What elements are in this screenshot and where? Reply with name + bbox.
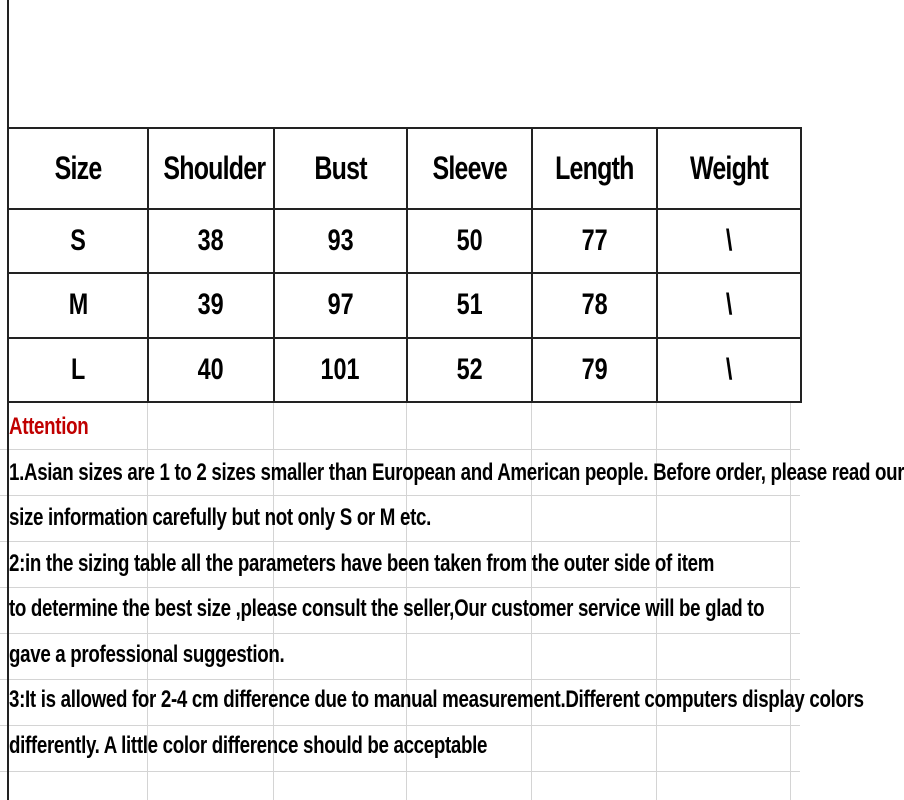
cell-size: M: [8, 273, 148, 337]
cell-shoulder: 40: [148, 338, 274, 402]
cell-shoulder: 39: [148, 273, 274, 337]
header-size: Size: [8, 128, 148, 209]
header-bust: Bust: [274, 128, 407, 209]
note-line: differently. A little color difference should be acceptable: [9, 731, 488, 759]
cell-weight: \: [657, 273, 801, 337]
note-line: 2:in the sizing table all the parameters have been taken from the outer side of item: [9, 549, 715, 577]
note-line: size information carefully but not only S or M etc.: [9, 504, 431, 531]
cell-sleeve: 50: [407, 209, 532, 273]
table-header-row: [8, 128, 801, 209]
note-line: 1.Asian sizes are 1 to 2 sizes smaller than European and American people. Before order, please read our: [9, 458, 904, 486]
cell-length: 77: [532, 209, 657, 273]
cell-bust: 93: [274, 209, 407, 273]
cell-bust: 101: [274, 338, 407, 402]
cell-weight: \: [657, 338, 801, 402]
cell-shoulder: 38: [148, 209, 274, 273]
table-row: [8, 273, 801, 337]
note-line: 3:It is allowed for 2-4 cm difference due to manual measurement.Different computers display colors: [9, 686, 864, 713]
header-length: Length: [532, 128, 657, 209]
header-shoulder: Shoulder: [148, 128, 274, 209]
header-weight: Weight: [657, 128, 801, 209]
cell-size: S: [8, 209, 148, 273]
cell-length: 78: [532, 273, 657, 337]
cell-size: L: [8, 338, 148, 402]
cell-sleeve: 52: [407, 338, 532, 402]
cell-length: 79: [532, 338, 657, 402]
cell-weight: \: [657, 209, 801, 273]
table-row: [8, 338, 801, 402]
attention-title: Attention: [9, 413, 89, 440]
note-line: gave a professional suggestion.: [9, 640, 285, 668]
size-chart-table: [7, 127, 802, 403]
note-line: to determine the best size ,please consult the seller,Our customer service will be glad to: [9, 595, 765, 622]
attention-notes: [9, 404, 904, 768]
table-row: [8, 209, 801, 273]
header-sleeve: Sleeve: [407, 128, 532, 209]
cell-sleeve: 51: [407, 273, 532, 337]
cell-bust: 97: [274, 273, 407, 337]
